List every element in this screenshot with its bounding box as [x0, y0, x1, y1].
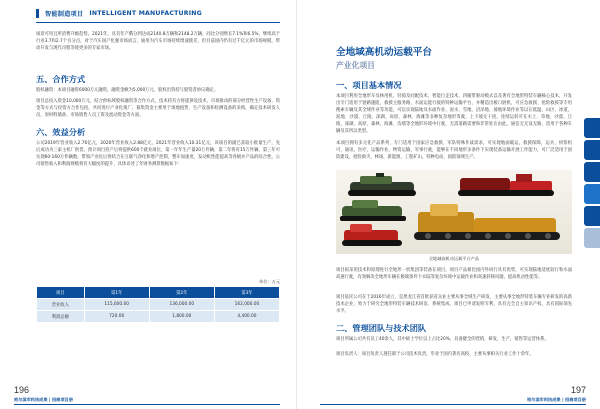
- vehicle-icon: [348, 173, 416, 196]
- financial-table: [36, 286, 280, 323]
- table-cell: 1,800.00: [149, 311, 214, 323]
- footer-divider-right: [320, 404, 586, 405]
- table-header-cell: 第3年: [214, 287, 279, 299]
- vehicle-icon: [458, 174, 554, 196]
- section2-paragraph-2: 项目负责人：项目负责人现任职于公司技术负责，毕业于国内著名高校，主要从事相关行业工作十余年。: [336, 352, 534, 357]
- page-number-left: 196: [14, 385, 30, 395]
- table-row: [37, 299, 280, 311]
- section6-heading: 六、效益分析: [36, 127, 86, 137]
- section5-paragraph-2: 项目总投入资金10,000万元，结合供标域股权融资等合作方式，技术持有方将提供设技术、市场推动的部分经营性生产设备，资金等方式与投资方合作包括，共同进行产业化推广，募集资金主要用于场地租赁、生产设备和检测设备的采购，确定技术研发人员，原材料储备、市场销售人员工资及流动资金等方面。: [36, 99, 280, 118]
- product-photo: [336, 170, 572, 254]
- section2-paragraph-1: 项目所属公司共有员工40余人，其中硕士学位以上占比20%，具备健全的营销，研发，生产，销售等运营体系。: [336, 337, 549, 342]
- header-divider: [36, 22, 280, 23]
- header-title-cn: 智能制造项目: [45, 11, 84, 18]
- section2-heading: 二、管理团队与技术团队: [336, 323, 427, 333]
- vehicle-icon: [342, 224, 402, 246]
- section1-paragraph-1: 本项目利用全地形车及林用机、轻骑及同配技术，智能行走技术、四履带驱动模式以及著有全地形特装车辆核心技术，开发出专门适用于链路施阻、救援主服务路、水面运能行驶的特种运输平台，并精造出板口链机，可应急救援、抢险救援等专用搜索车辆及其全域作业等功能，可以实现陆地及水面作业、泥水、雪地、沼泽地、坡地环境作业等以在低温、山区、冰道、泥地、沙漠、丘陵、深湖、高原、森林、海滩等多种复杂地形驾驶，上下坡无干扰，连续运转可在水上、草地、沙漠、丘陵、深湖、高原、森林、海滩、沟墙等全地形环境中行驶，无需道路需要和非常处在由此，通信无无设无路，适用于各种车辆及其所以类型。: [336, 94, 572, 134]
- table-header-cell: 第1年: [84, 287, 149, 299]
- section1-paragraph-2: 本项目拥有多元化产品系列，专门适用于国家应急救援，军队特殊作战需求，可实现地面载运，救援保障，运兵，侦察机可，通讯，医疗，运输作业，物资运输，军事行驶，能够在不同地形多条件下实现装备运输开展工作能力，可广泛适用于国防建设，抢险救灾，林场，新能源，工程矿山，特种电站，国防领域生产。: [336, 141, 572, 160]
- unit-label: 单位：万元: [259, 279, 280, 284]
- header-accent-bar: [36, 9, 39, 18]
- table-header-cell: 第2年: [149, 287, 214, 299]
- vehicle-illustration: [336, 170, 572, 254]
- side-tab[interactable]: [584, 162, 600, 182]
- footer-right: 哈尔滨市科技成果 | 招商项目册: [527, 397, 586, 402]
- table-cell: 营业收入: [37, 299, 85, 311]
- table-cell: 136,000.00: [149, 299, 214, 311]
- footer-left: 哈尔滨市科技成果 | 招商项目册: [14, 397, 73, 402]
- side-tab-active[interactable]: [584, 184, 600, 204]
- section1-paragraph-4: 项目依托公司在于2016年成立，是黑龙江省首批获省众业主要从事全域生产研发、主要从事全地形特装车辆专业研发的高新技术企业，致力于研究全地形特装车辆技术研发、系统集成，项目已申请发明专利，具有完全自主知识产权，具有国际领先水平。: [336, 295, 572, 314]
- page-number-right: 197: [570, 385, 586, 395]
- side-tabs: [584, 118, 600, 250]
- side-tab[interactable]: [584, 140, 600, 160]
- table-cell: 115,000.00: [84, 299, 149, 311]
- section5-paragraph-1: 股权融资：本项目融资6000万元融资，融资金额为5,000万元，股权出资持与股资者协议确定。: [36, 88, 219, 93]
- table-header-cell: 项目: [37, 287, 85, 299]
- header-title-en: INTELLIGENT MANUFACTURING: [89, 10, 202, 17]
- table-cell: 720.00: [84, 311, 149, 323]
- vehicle-icon: [340, 200, 406, 221]
- page-header: [36, 8, 202, 19]
- table-cell: 4,400.00: [214, 311, 279, 323]
- side-tab[interactable]: [584, 228, 600, 248]
- section5-heading: 五、合作方式: [36, 74, 86, 84]
- side-tab[interactable]: [584, 118, 600, 138]
- intro-paragraph: 场景可用且所消费升级趋势。2021年，具有年产俄分到达成2140.8万辆和2148.2万辆，同比分别增长7.1%和6.5%，继续高于行业3.7和2.7个百分点，对于汽车国产化强市场而言，通用为汽车市场持续增速使差，但目前国内仍有过千亿元的市场规模，带动开发与现代司程等使更多的专家市场。: [36, 32, 280, 51]
- section1-heading: 一、项目基本情况: [336, 80, 402, 90]
- side-tab[interactable]: [584, 206, 600, 226]
- table-row: [37, 311, 280, 323]
- project-title: 全地域高机动运载平台: [336, 47, 432, 58]
- photo-caption: 全地域高机动运载平台产品: [428, 256, 480, 261]
- project-subtitle: 产业化项目: [336, 61, 375, 70]
- table-header-row: [37, 287, 280, 299]
- table-cell: 利润总额: [37, 311, 85, 323]
- section1-paragraph-3: 项目拟采用技术和原理进行全地形一机集团等装备在项目，项目产品相比国内外同行具有优势，可实现陆地适度较行和水面高速行驶，有效解决全地形车辆在极端条件下水陆等复杂环境中运载作业和高速转移问题，提高机动性能等。: [336, 268, 572, 280]
- section6-paragraph: 公司2019年营业收入2.76亿元，2020年营业收入2.88亿元，2021年营业收入10.31亿元，该项目的副已获较小批量生产，先后成功为三家主机厂供货，预计项目投产后将提供600个就业岗位，第一年年生产量20万件辆，第二年将有15万件辆，第三年可实现60-160万件辆数，带领产业化后将结合在互联气净化和增产控制，整车加速度，发动机性能提高等各级并产品的综合性，公司销售收入和利润规模将有大幅度的提升，具体详述了年财务测算数据如下：: [36, 141, 280, 167]
- footer-divider-left: [14, 404, 280, 405]
- table-cell: 162,000.00: [214, 299, 279, 311]
- left-page: [0, 0, 297, 409]
- vehicle-icon: [414, 204, 560, 240]
